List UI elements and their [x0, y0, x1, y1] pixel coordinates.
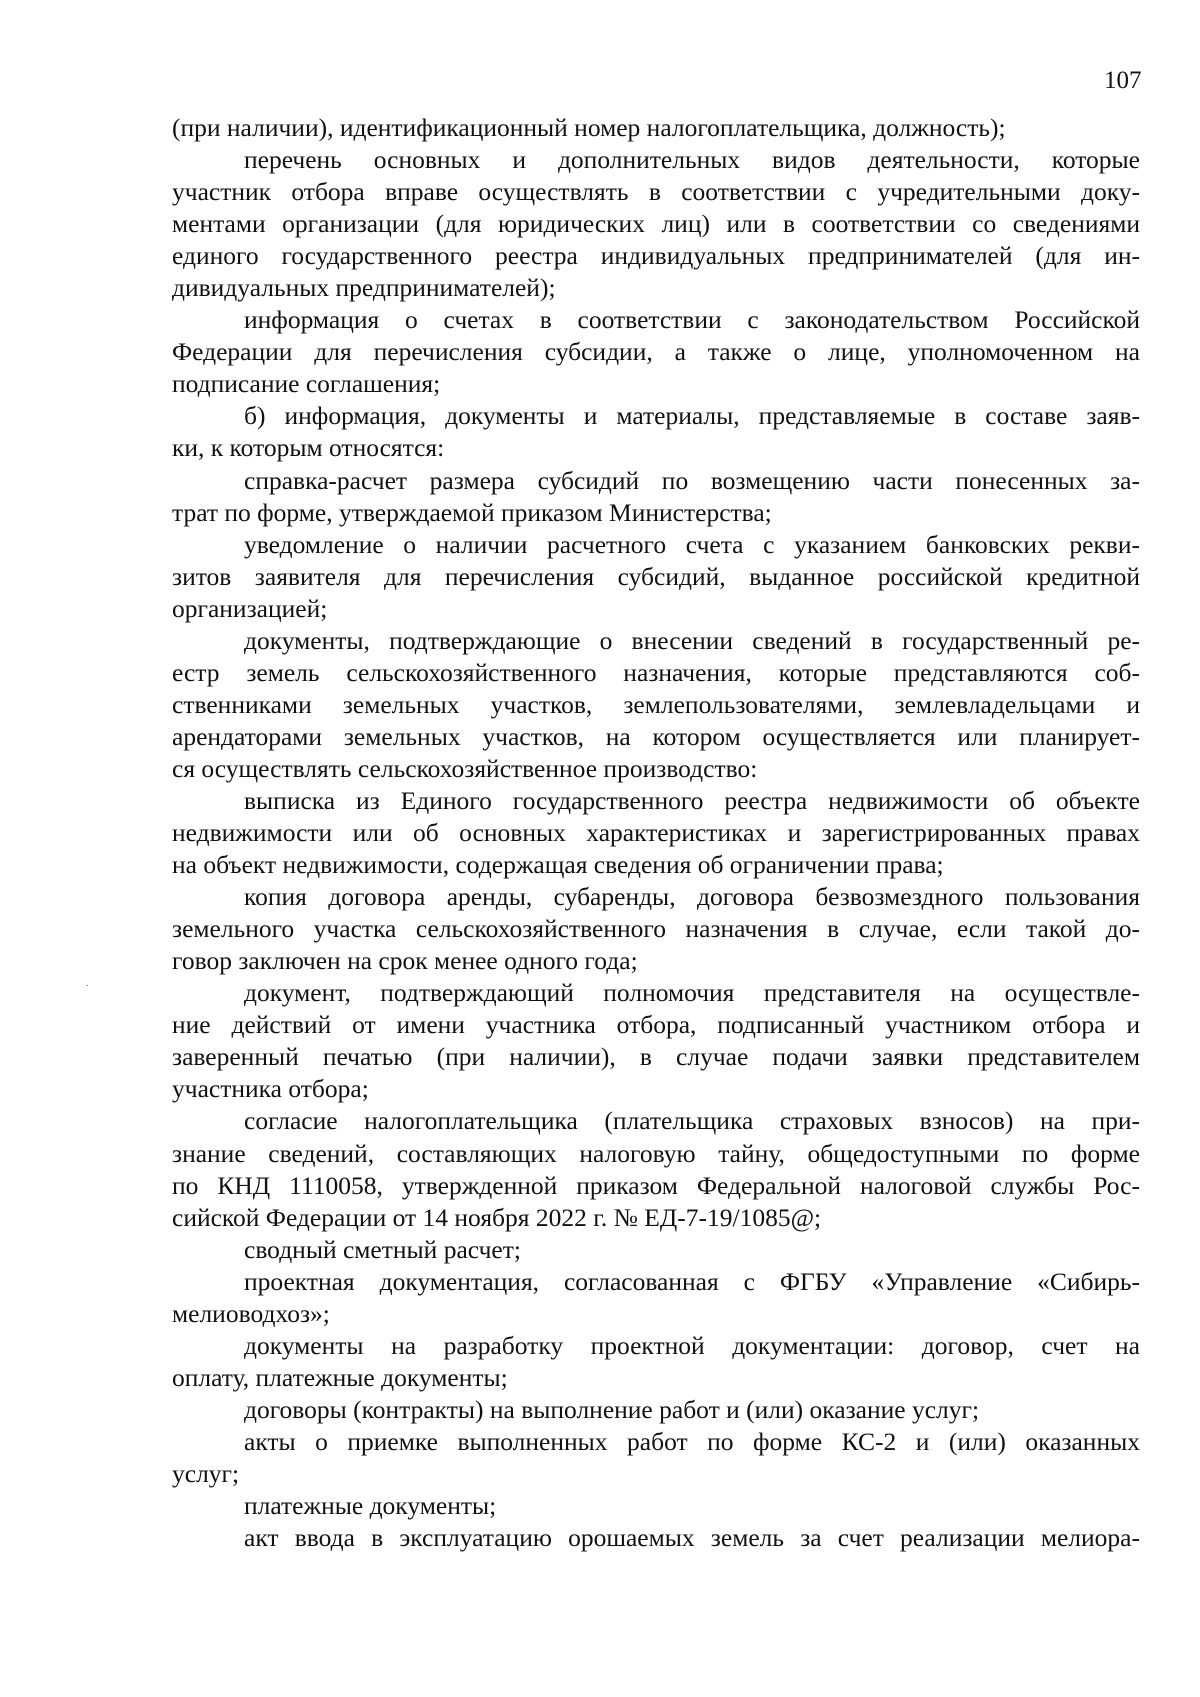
text-line: земельного участка сельскохозяйственного назначения в случае, если такой до-	[172, 914, 1140, 944]
text-line: заверенный печатью (при наличии), в случае подачи заявки представителем	[172, 1042, 1140, 1072]
text-line: участник отбора вправе осуществлять в соответствии с учредительными доку-	[172, 177, 1140, 207]
document-body	[172, 112, 1140, 1554]
text-line: оплату, платежные документы;	[172, 1362, 508, 1392]
text-line: на объект недвижимости, содержащая сведения об ограничении права;	[172, 850, 944, 880]
text-line: знание сведений, составляющих налоговую тайну, общедоступными по форме	[172, 1138, 1140, 1168]
text-line: ся осуществлять сельскохозяйственное производство:	[172, 753, 758, 783]
text-line: дивидуальных предпринимателей);	[172, 273, 556, 303]
text-line: платежные документы;	[244, 1491, 497, 1521]
text-line: документы, подтверждающие о внесении сведений в государственный ре-	[244, 625, 1140, 655]
text-line: Федерации для перечисления субсидии, а также о лице, уполномоченном на	[172, 337, 1140, 367]
text-line: недвижимости или об основных характеристиках и зарегистрированных правах	[172, 818, 1140, 848]
text-line: проектная документация, согласованная с ФГБУ «Управление «Сибирь-	[244, 1266, 1140, 1296]
text-line: ние действий от имени участника отбора, подписанный участником отбора и	[172, 1010, 1140, 1040]
text-line: сводный сметный расчет;	[244, 1234, 521, 1264]
text-line: выписка из Единого государственного реестра недвижимости об объекте	[244, 785, 1140, 815]
text-line: подписание соглашения;	[172, 369, 441, 399]
text-line: сийской Федерации от 14 ноября 2022 г. № ЕД-7-19/1085@;	[172, 1202, 822, 1232]
text-line: согласие налогоплательщика (плательщика страховых взносов) на при-	[244, 1106, 1140, 1136]
text-line: договоры (контракты) на выполнение работ и (или) оказание услуг;	[244, 1394, 980, 1424]
text-line: по КНД 1110058, утвержденной приказом Федеральной налоговой службы Рос-	[172, 1170, 1140, 1200]
text-line: копия договора аренды, субаренды, договора безвозмездного пользования	[244, 882, 1140, 912]
text-line: б) информация, документы и материалы, представляемые в составе заяв-	[244, 401, 1140, 431]
text-line: ственниками земельных участков, землепользователями, землевладельцами и	[172, 689, 1140, 719]
text-line: организацией;	[172, 593, 328, 623]
page-number: 107	[1104, 67, 1142, 94]
text-line: единого государственного реестра индивидуальных предпринимателей (для ин-	[172, 241, 1140, 271]
text-line: документ, подтверждающий полномочия представителя на осуществле-	[244, 978, 1140, 1008]
text-line: услуг;	[172, 1458, 240, 1488]
text-line: справка-расчет размера субсидий по возмещению части понесенных за-	[244, 465, 1140, 495]
text-line: уведомление о наличии расчетного счета с указанием банковских рекви-	[244, 529, 1140, 559]
text-line: арендаторами земельных участков, на котором осуществляется или планирует-	[172, 721, 1140, 751]
text-line: информация о счетах в соответствии с законодательством Российской	[244, 305, 1140, 335]
text-line: ментами организации (для юридических лиц) или в соответствии со сведениями	[172, 209, 1140, 239]
text-line: (при наличии), идентификационный номер налогоплательщика, должность);	[172, 113, 1006, 142]
text-line: акты о приемке выполненных работ по форме КС-2 и (или) оказанных	[244, 1426, 1140, 1456]
text-line: ки, к которым относятся:	[172, 433, 445, 463]
text-line: перечень основных и дополнительных видов деятельности, которые	[244, 145, 1140, 175]
text-line: естр земель сельскохозяйственного назначения, которые представляются соб-	[172, 657, 1140, 687]
text-line: акт ввода в эксплуатацию орошаемых земель за счет реализации мелиора-	[244, 1523, 1140, 1553]
text-line: участника отбора;	[172, 1074, 369, 1104]
text-line: трат по форме, утверждаемой приказом Министерства;	[172, 497, 772, 527]
text-line: зитов заявителя для перечисления субсидий, выданное российской кредитной	[172, 561, 1140, 591]
text-line: мелиоводхоз»;	[172, 1298, 330, 1328]
scan-artifact	[86, 985, 88, 986]
text-line: документы на разработку проектной документации: договор, счет на	[244, 1330, 1140, 1360]
text-line: говор заключен на срок менее одного года;	[172, 946, 638, 976]
